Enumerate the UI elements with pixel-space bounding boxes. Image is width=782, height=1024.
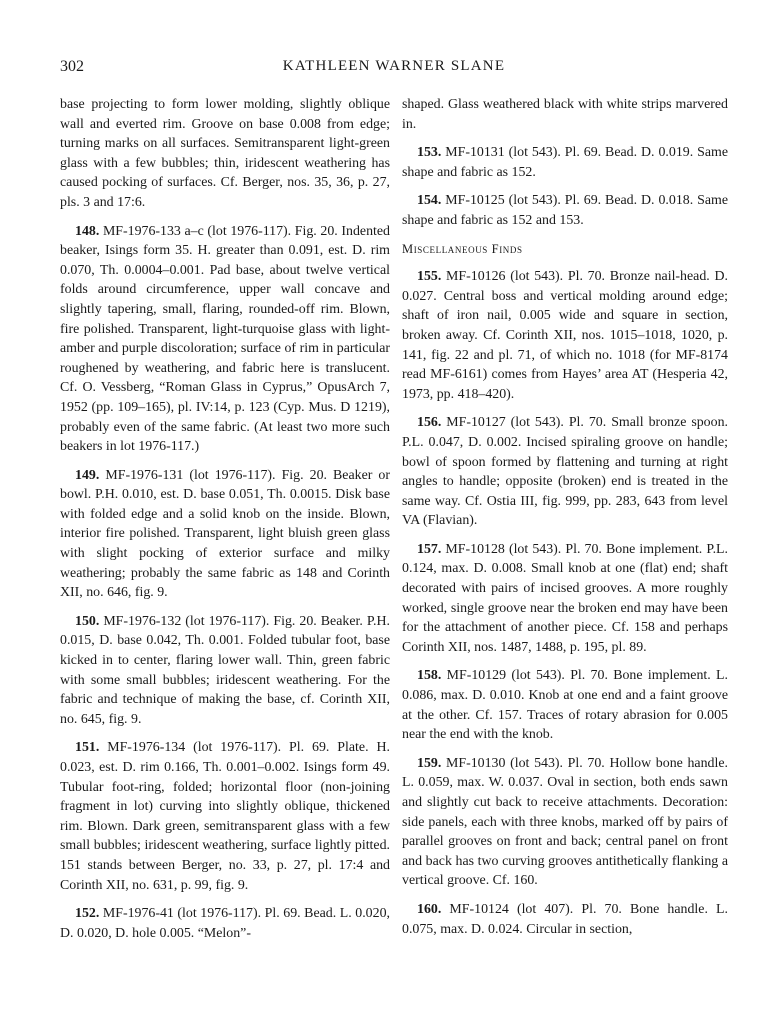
author-name: KATHLEEN WARNER SLANE xyxy=(282,58,506,74)
section-heading: Miscellaneous Finds xyxy=(402,241,523,256)
right-column xyxy=(402,95,728,948)
catalog-entry-155: 155. MF-10126 (lot 543). Pl. 70. Bronze nail-head. D. 0.027. Central boss and vertical molding around edge; shaft of iron nail, 0.005 wide and square in section, broken away. Cf. Corinth XII, nos. 1015–1018, 1020, p. 141, fig. 22 and pl. 71, of which no. 1018 (for MF-8174 read MF-6161) comes from Hayes’ area AT (Hesperia 42, 1973, pp. 418–420). xyxy=(402,269,728,402)
catalog-entry-157: 157. MF-10128 (lot 543). Pl. 70. Bone implement. P.L. 0.124, max. D. 0.008. Small knob at one (flat) end; shaft decorated with pairs of incised grooves. A more roughly worked, single groove near the broken end may have been for the attachment of another piece. Cf. 158 and perhaps Corinth XII, nos. 1487, 1488, p. 195, pl. 89. xyxy=(402,541,728,655)
catalog-entry-148: 148. MF-1976-133 a–c (lot 1976-117). Fig. 20. Indented beaker, Isings form 35. H. greater than 0.091, est. D. rim 0.070, Th. 0.0004–0.001. Pad base, about twelve vertical folds around circumference, upper wall concave and slightly tapering, small, flaring, rounded-off rim. Blown, fire polished. Transparent, light-turquoise glass with light-amber and purple discoloration; surface of rim in particular roughened by weathering, and fabric here is translucent. Cf. O. Vessberg, “Roman Glass in Cyprus,” OpusArch 7, 1952 (pp. 109–165), pl. IV:14, p. 123 (Cyp. Mus. D 1219), probably even of the same fabric. (At least two more such beakers in lot 1976-117.) xyxy=(60,223,390,455)
page-number: 302 xyxy=(60,58,84,75)
catalog-entry-153: 153. MF-10131 (lot 543). Pl. 69. Bead. D. 0.019. Same shape and fabric as 152. xyxy=(402,145,728,180)
catalog-entry-continuation: base projecting to form lower molding, slightly oblique wall and everted rim. Groove on base 0.008 from edge; turning marks on all surfaces. Semitransparent light-green glass with a few bubbles; thin, iridescent weathering has caused pocking of surfaces. Cf. Berger, nos. 35, 36, p. 27, pls. 3 and 17:6. xyxy=(60,97,390,210)
running-head xyxy=(60,58,728,82)
catalog-entry-150: 150. MF-1976-132 (lot 1976-117). Fig. 20. Beaker. P.H. 0.015, D. base 0.042, Th. 0.001. Folded tubular foot, base kicked in to center, flaring lower wall. Thin, green fabric with some small bubbles; iridescent weathering. For the fabric and technique of making the base, cf. Corinth XII, no. 645, fig. 9. xyxy=(60,613,390,727)
left-column xyxy=(60,95,390,952)
catalog-entry-152-continuation: shaped. Glass weathered black with white strips marvered in. xyxy=(402,97,728,132)
catalog-entry-149: 149. MF-1976-131 (lot 1976-117). Fig. 20. Beaker or bowl. P.H. 0.010, est. D. base 0.051, Th. 0.0015. Disk base with folded edge and a solid knob on the inside. Blown, interior fire polished. Transparent, light bluish green glass with slight pocking of exterior surface and milky weathering; probably the same fabric as 148 and Corinth XII, no. 646, fig. 9. xyxy=(60,467,390,601)
catalog-entry-159: 159. MF-10130 (lot 543). Pl. 70. Hollow bone handle. L. 0.059, max. W. 0.037. Oval in section, both ends sawn and slightly cut back to receive attachments. Decoration: side panels, each with three knobs, marked off by pairs of parallel grooves on front and back; central panel on front and back has two curving grooves antithetically flanking a vertical groove. Cf. 160. xyxy=(402,755,728,889)
catalog-entry-156: 156. MF-10127 (lot 543). Pl. 70. Small bronze spoon. P.L. 0.047, D. 0.002. Incised spiraling groove on handle; bowl of spoon formed by flattening and turning at right angles to handle; opposite (broken) end is treated in the same way. Cf. Ostia III, fig. 999, pp. 283, 643 from level VA (Flavian). xyxy=(402,415,728,529)
catalog-entry-151: 151. MF-1976-134 (lot 1976-117). Pl. 69. Plate. H. 0.023, est. D. rim 0.166, Th. 0.001–0.002. Isings form 49. Tubular foot-ring, folded; horizontal floor (non-joining fragment in lot) curving into slightly oblique, thickened rim. Blown. Dark green, semitransparent glass with a few small bubbles; iridescent weathering, surface lightly pitted. 151 stands between Berger, no. 33, p. 27, pl. 17:4 and Corinth XII, no. 631, p. 99, fig. 9. xyxy=(60,740,390,893)
catalog-entry-154: 154. MF-10125 (lot 543). Pl. 69. Bead. D. 0.018. Same shape and fabric as 152 and 153. xyxy=(402,193,728,228)
catalog-entry-152: 152. MF-1976-41 (lot 1976-117). Pl. 69. Bead. L. 0.020, D. 0.020, D. hole 0.005. “Melon”- xyxy=(60,906,390,941)
catalog-entry-160: 160. MF-10124 (lot 407). Pl. 70. Bone handle. L. 0.075, max. D. 0.024. Circular in section, xyxy=(402,901,728,937)
catalog-entry-158: 158. MF-10129 (lot 543). Pl. 70. Bone implement. L. 0.086, max. D. 0.010. Knob at one end and a faint groove at the other. Cf. 157. Traces of rotary abrasion for 0.005 near the end with the knob. xyxy=(402,668,728,743)
